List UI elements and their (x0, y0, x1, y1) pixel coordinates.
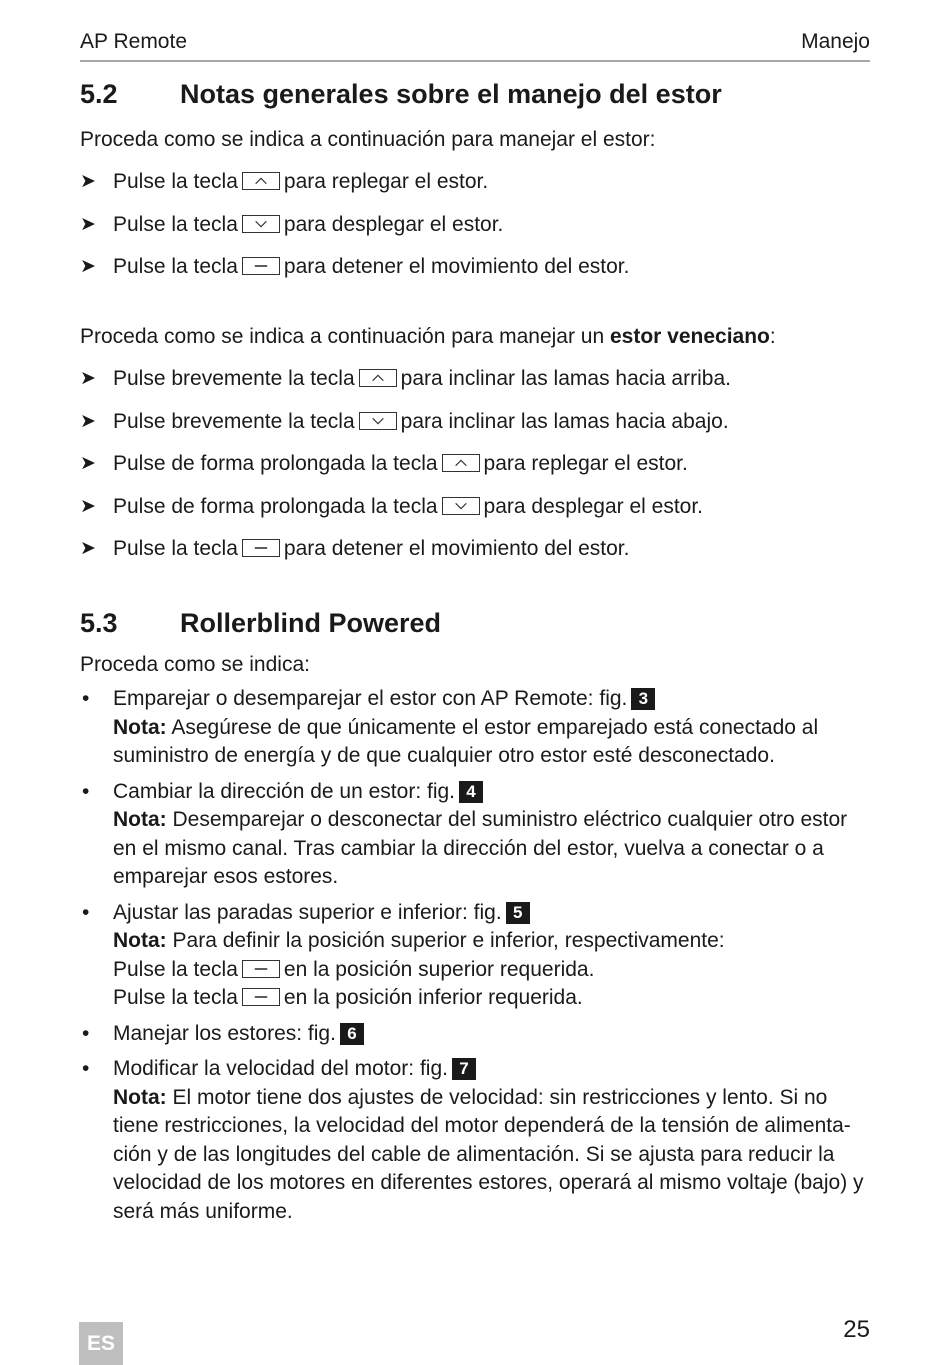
intro-text: Proceda como se indica a continuación para manejar el estor: (80, 128, 656, 151)
stop-key-icon (242, 539, 280, 557)
section-number: 5.2 (80, 79, 118, 109)
bullet-icon: • (82, 687, 90, 710)
arrow-icon: ➤ (80, 453, 96, 474)
list-item: ➤ Pulse de forma prolongada la tecla para desplegar el estor. (80, 493, 870, 521)
arrow-icon: ➤ (80, 256, 96, 277)
section-5-3-heading (80, 605, 870, 641)
arrow-icon: ➤ (80, 495, 96, 517)
list-item: • Manejar los estores: fig. 6 (80, 1020, 870, 1049)
down-key-icon (359, 412, 397, 430)
list-item: ➤ Pulse brevemente la tecla para inclinar las lamas hacia arriba. (80, 365, 870, 393)
arrow-icon: ➤ (80, 213, 96, 235)
header-chapter: Manejo (801, 30, 870, 53)
stop-key-icon (242, 960, 280, 978)
arrow-icon: ➤ (80, 410, 96, 432)
figure-badge: 5 (506, 902, 530, 924)
arrow-icon: ➤ (80, 538, 96, 559)
up-key-icon (242, 172, 280, 190)
list-item: ➤ Pulse brevemente la tecla para inclinar las lamas hacia abajo. (80, 408, 870, 436)
up-key-icon (442, 454, 480, 472)
header-product: AP Remote (80, 30, 187, 53)
section-title: Notas generales sobre el manejo del estor (180, 79, 722, 109)
arrow-icon: ➤ (80, 368, 96, 389)
stop-key-icon (242, 988, 280, 1006)
intro-text: Proceda como se indica: (80, 653, 310, 676)
down-key-icon (442, 497, 480, 515)
bullet-icon: • (82, 779, 90, 803)
bullet-icon: • (82, 1057, 90, 1080)
section-5-2-heading (80, 76, 870, 112)
language-badge: ES (79, 1322, 123, 1365)
arrow-icon: ➤ (80, 171, 96, 192)
bullet-icon: • (82, 1021, 90, 1045)
figure-badge: 7 (452, 1058, 476, 1080)
figure-badge: 6 (340, 1023, 364, 1045)
section-title: Rollerblind Powered (180, 608, 442, 638)
list-item: • Modificar la velocidad del motor: fig. 7 Nota: El motor tiene dos ajustes de velocidad: sin restricciones y lento. Si no tiene restricciones, la velocidad del motor dependerá de la tensión de alimenta-ción y de las longitudes del cable de alimentación. Si se ajusta para reducir la velocidad de los motores en diferentes estores, operará al mismo voltaje (bajo) y será más uniforme. (82, 1057, 864, 1223)
list-item: • Emparejar o desemparejar el estor con AP Remote: fig. 3 Nota: Asegúrese de que únicamente el estor emparejado está conectado al suministro de energía y de que cualquier otro estor esté desconectado. (82, 687, 819, 767)
intro-text: Proceda como se indica a continuación para manejar un estor veneciano: (80, 325, 776, 348)
list-item: ➤ Pulse la tecla para detener el movimiento del estor. (80, 535, 870, 563)
page-content (80, 76, 870, 1226)
list-item: • Cambiar la dirección de un estor: fig. 4 Nota: Desemparejar o desconectar del suministro eléctrico cualquier otro estor en el mismo canal. Tras cambiar la dirección del estor, vuelva a conectar o a emparejar esos estores. (82, 779, 848, 888)
section-number: 5.3 (80, 608, 118, 638)
list-item: ➤ Pulse la tecla para desplegar el estor. (80, 211, 870, 239)
page-header (80, 28, 870, 62)
figure-badge: 3 (631, 688, 655, 710)
list-item: • Ajustar las paradas superior e inferior: fig. 5 Nota: Para definir la posición superior e inferior, respectivamente: Pulse la tecla en la posición superior requerida. Pulse la tecla en la posición inferior requerida. (82, 900, 725, 1009)
figure-badge: 4 (459, 781, 483, 803)
up-key-icon (359, 369, 397, 387)
stop-key-icon (242, 257, 280, 275)
down-key-icon (242, 215, 280, 233)
list-item: ➤ Pulse la tecla para replegar el estor. (80, 168, 870, 196)
list-item: ➤ Pulse de forma prolongada la tecla para replegar el estor. (80, 450, 870, 478)
list-item: ➤ Pulse la tecla para detener el movimiento del estor. (80, 253, 870, 281)
page-number: 25 (843, 1316, 870, 1343)
bullet-icon: • (82, 900, 90, 924)
